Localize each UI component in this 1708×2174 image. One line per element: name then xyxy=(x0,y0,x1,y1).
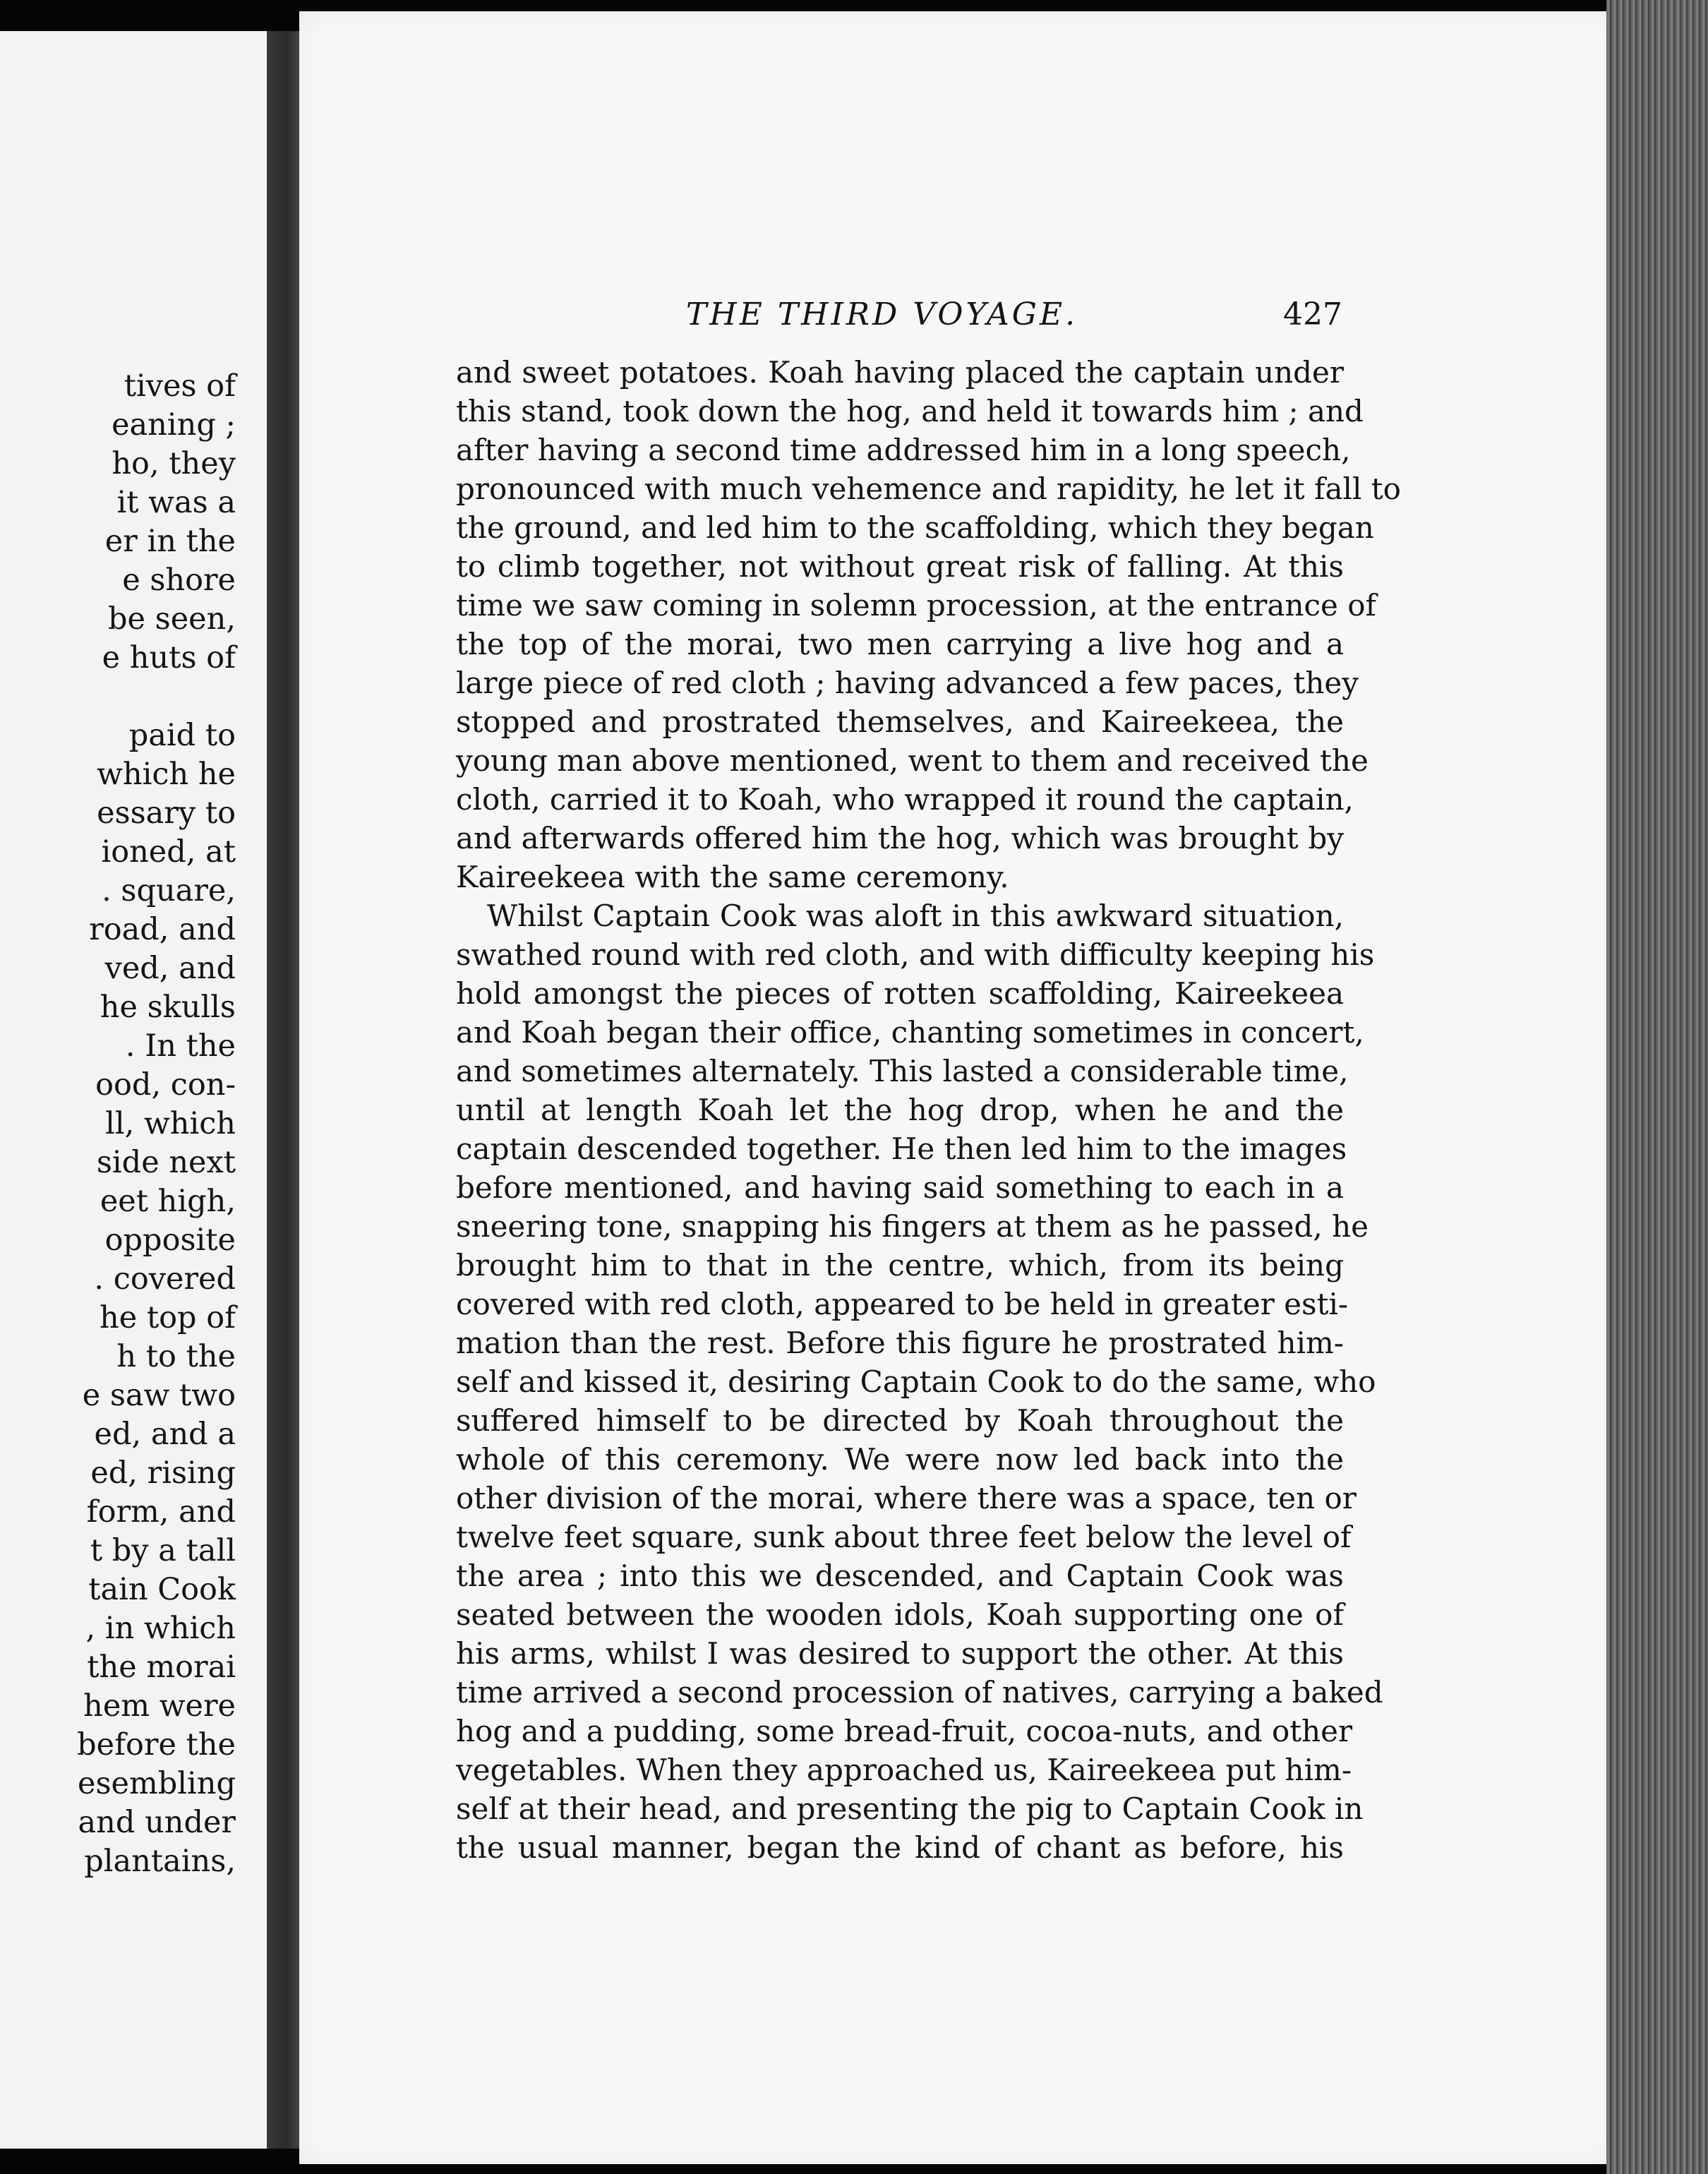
text-line: covered with red cloth, appeared to be held in greater esti- xyxy=(456,1287,1349,1321)
text-line: and Koah began their office, chanting sometimes in concert, xyxy=(456,1015,1364,1050)
left-page-line: . square, xyxy=(102,873,236,908)
left-page-line: h to the xyxy=(116,1339,236,1374)
left-page-line: ved, and xyxy=(104,951,236,986)
left-page-line: e huts of xyxy=(102,640,236,675)
left-page-line: form, and xyxy=(86,1494,236,1530)
text-line: this stand, took down the hog, and held it towards him ; and xyxy=(456,394,1364,428)
running-head: THE THIRD VOYAGE. xyxy=(686,296,1078,332)
left-page-line: hem were xyxy=(83,1688,236,1724)
left-page-line: it was a xyxy=(116,485,236,520)
text-line: time arrived a second procession of natives, carrying a baked xyxy=(456,1675,1383,1710)
text-line: his arms, whilst I was desired to support the other. At this xyxy=(456,1636,1344,1671)
text-line: young man above mentioned, went to them and received the xyxy=(456,743,1369,778)
left-page-line: tain Cook xyxy=(88,1572,236,1607)
text-line: pronounced with much vehemence and rapidity, he let it fall to xyxy=(456,472,1401,506)
text-line: self at their head, and presenting the pig to Captain Cook in xyxy=(456,1791,1364,1826)
paragraph-first-line: Whilst Captain Cook was aloft in this awkward situation, xyxy=(487,899,1344,933)
left-page-line: . covered xyxy=(94,1261,236,1297)
left-page-line: ioned, at xyxy=(101,834,236,870)
text-line: whole of this ceremony. We were now led back into the xyxy=(456,1442,1344,1477)
left-page-line: he skulls xyxy=(100,990,236,1025)
left-page-line: e shore xyxy=(122,563,236,598)
text-line: mation than the rest. Before this figure he prostrated him- xyxy=(456,1326,1344,1360)
text-line: the area ; into this we descended, and Captain Cook was xyxy=(456,1559,1344,1593)
text-line: large piece of red cloth ; having advanced a few paces, they xyxy=(456,666,1359,700)
text-line: before mentioned, and having said something to each in a xyxy=(456,1170,1344,1205)
left-page-line: which he xyxy=(97,757,236,792)
left-page-line: , in which xyxy=(85,1611,236,1646)
left-page-line: ho, they xyxy=(112,446,236,481)
text-line: swathed round with red cloth, and with difficulty keeping his xyxy=(456,937,1375,972)
text-line: and afterwards offered him the hog, which was brought by xyxy=(456,821,1344,855)
left-page-line: be seen, xyxy=(108,601,236,637)
page-number: 427 xyxy=(1283,296,1342,332)
left-page-line: esembling xyxy=(78,1766,236,1801)
text-line: captain descended together. He then led him to the images xyxy=(456,1131,1347,1166)
left-page-line: before the xyxy=(77,1727,236,1762)
text-line: and sometimes alternately. This lasted a considerable time, xyxy=(456,1054,1349,1088)
text-line: hog and a pudding, some bread-fruit, cocoa-nuts, and other xyxy=(456,1714,1353,1748)
binding-gutter xyxy=(267,31,299,2149)
left-page-line: t by a tall xyxy=(90,1533,236,1568)
text-line: to climb together, not without great risk of falling. At this xyxy=(456,549,1344,584)
left-page-line: side next xyxy=(96,1145,236,1180)
page-edges xyxy=(1606,0,1708,2174)
paragraph-last-line: Kaireekeea with the same ceremony. xyxy=(456,860,1009,894)
left-page-line: road, and xyxy=(89,912,236,947)
left-page-line: and under xyxy=(78,1805,236,1840)
left-page-line: ood, con- xyxy=(95,1067,236,1103)
left-page-line: ed, rising xyxy=(90,1455,236,1491)
text-line: the top of the morai, two men carrying a live hog and a xyxy=(456,627,1344,661)
text-line: the ground, and led him to the scaffolding, which they began xyxy=(456,510,1374,545)
text-line: sneering tone, snapping his fingers at them as he passed, he xyxy=(456,1209,1369,1244)
left-page-line: plantains, xyxy=(84,1844,236,1879)
left-page-line: essary to xyxy=(97,795,236,831)
previous-page-strip xyxy=(0,31,267,2149)
left-page-line: the morai xyxy=(87,1650,236,1685)
left-page-line: eaning ; xyxy=(112,407,236,443)
text-line: cloth, carried it to Koah, who wrapped it round the captain, xyxy=(456,782,1354,817)
text-line: brought him to that in the centre, which, from its being xyxy=(456,1248,1344,1283)
text-line: suffered himself to be directed by Koah throughout the xyxy=(456,1403,1344,1438)
text-line: seated between the wooden idols, Koah supporting one of xyxy=(456,1597,1344,1632)
left-page-line: ll, which xyxy=(105,1106,236,1141)
left-page-line: eet high, xyxy=(100,1184,236,1219)
left-page-line: he top of xyxy=(100,1300,236,1335)
text-line: hold amongst the pieces of rotten scaffolding, Kaireekeea xyxy=(456,976,1344,1011)
text-line: after having a second time addressed him in a long speech, xyxy=(456,433,1351,467)
left-page-line: er in the xyxy=(104,524,236,559)
left-page-line: ed, and a xyxy=(94,1417,236,1452)
text-line: the usual manner, began the kind of chant as before, his xyxy=(456,1830,1344,1865)
left-page-line: . In the xyxy=(125,1028,236,1064)
left-page-line: e saw two xyxy=(82,1378,236,1413)
text-line: vegetables. When they approached us, Kaireekeea put him- xyxy=(456,1753,1352,1787)
text-line: self and kissed it, desiring Captain Cook to do the same, who xyxy=(456,1364,1376,1399)
text-line: time we saw coming in solemn procession, at the entrance of xyxy=(456,588,1377,623)
left-page-line: tives of xyxy=(124,368,236,404)
text-line: other division of the morai, where there was a space, ten or xyxy=(456,1481,1357,1515)
left-page-line: paid to xyxy=(128,718,236,753)
page-header xyxy=(390,296,1342,339)
left-page-line: opposite xyxy=(104,1223,236,1258)
text-line: and sweet potatoes. Koah having placed the captain under xyxy=(456,355,1344,390)
text-line: until at length Koah let the hog drop, when he and the xyxy=(456,1093,1344,1127)
text-line: twelve feet square, sunk about three feet below the level of xyxy=(456,1520,1352,1554)
page-body xyxy=(456,353,1401,1867)
text-line: stopped and prostrated themselves, and Kaireekeea, the xyxy=(456,704,1344,739)
